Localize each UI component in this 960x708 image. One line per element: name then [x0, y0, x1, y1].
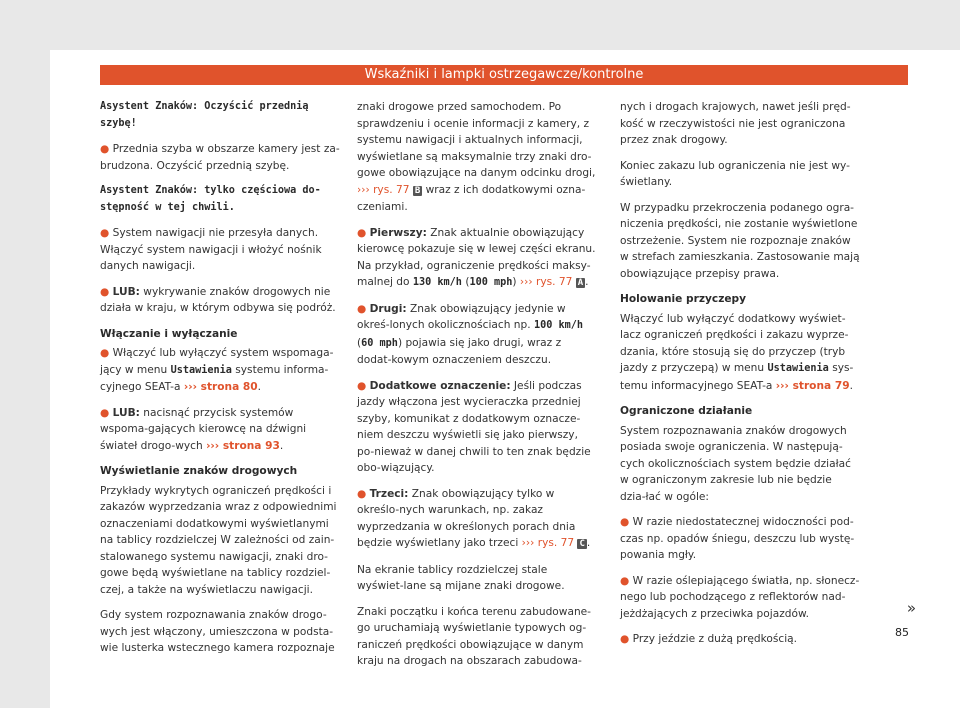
paragraph: ● LUB: wykrywanie znaków drogowych nie działa w kraju, w którym odbywa się podróż. — [100, 285, 336, 314]
message-heading: Asystent Znaków: tylko częściowa do-stępność w tej chwili. — [100, 185, 321, 213]
subheading: Wyświetlanie znaków drogowych — [100, 465, 298, 477]
figure-letter-badge: A — [577, 278, 584, 288]
paragraph: ● Drugi: Znak obowiązujący jedynie w okreś-lonych okolicznościach np. 100 km/h (60 mph) pojawia się jako drugi, wraz z dodat-kowym oznaczeniem deszczu. — [357, 302, 584, 366]
list-item: ● W razie oślepiającego światła, np. słonecz-nego lub pochodzącego z reflektorów nad-jeżdżających z przeciwka pojazdów. — [620, 574, 860, 620]
paragraph: Włączyć lub wyłączyć dodatkowy wyświet-lacz ograniczeń prędkości i zakazu wyprze-dzania, które stosują się do przyczep (tryb jazdy z przyczepą) w menu Ustawienia sys-temu informacyjnego SEAT-a ››› strona 79. — [620, 312, 854, 392]
paragraph: ● Włączyć lub wyłączyć system wspomaga-jący w menu Ustawienia systemu informa-cyjnego SEAT-a ››› strona 80. — [100, 347, 334, 393]
page-reference-link[interactable]: ››› strona 80 — [183, 381, 258, 393]
paragraph: ● System nawigacji nie przesyła danych. Włączyć system nawigacji i włożyć nośnik danych nawigacji. — [100, 227, 322, 272]
list-item: ● Przy jeździe z dużą prędkością. — [620, 633, 798, 645]
paragraph: Przykłady wykrytych ograniczeń prędkości i zakazów wyprzedzania wraz z odpowiednimi oznaczeniami dodatkowymi wyświetlanymi na tablicy rozdzielczej W zależności od zain-stalowanego systemu nawigacji, znaki dro-gowe będą wyświetlane na tablicy rozdziel-czej, a także na wyświetlaczu nawigacji. — [100, 484, 337, 596]
column-2 — [357, 99, 597, 679]
paragraph: znaki drogowe przed samochodem. Po sprawdzeniu i ocenie informacji z kamery, z systemu nawigacji i aktualnych informacji, wyświetlane są maksymalnie trzy znaki dro-gowe obowiązujące na danym odcinku drogi, ››› rys. 77 B wraz z ich dodatkowymi ozna-czeniami. — [357, 101, 596, 213]
message-heading: Asystent Znaków: Oczyścić przednią szybę! — [100, 101, 309, 129]
bullet-icon: ● — [620, 633, 630, 645]
figure-letter-badge: B — [414, 185, 421, 196]
subheading: Włączanie i wyłączanie — [100, 327, 238, 340]
column-1 — [100, 99, 340, 666]
figure-letter-badge: C — [579, 539, 585, 549]
paragraph: Gdy system rozpoznawania znaków drogo-wych jest włączony, umieszczona w podsta-wie lusterka wstecznego kamera rozpoznaje — [100, 609, 335, 654]
paragraph: Koniec zakazu lub ograniczenia nie jest wy-świetlany. — [620, 159, 850, 188]
page-number: 85 — [895, 626, 909, 639]
list-item: ● W razie niedostatecznej widoczności pod-czas np. opadów śniegu, deszczu lub wystę-powania mgły. — [620, 516, 855, 561]
bullet-icon: ● — [100, 406, 110, 419]
page-reference-link[interactable]: ››› strona 93 — [206, 439, 280, 452]
bullet-icon: ● — [357, 302, 367, 315]
bullet-icon: ● — [357, 226, 367, 239]
column-3 — [620, 99, 860, 657]
subheading: Holowanie przyczepy — [620, 293, 747, 305]
paragraph: System rozpoznawania znaków drogowych posiada swoje ograniczenia. W następują-cych okolicznościach system będzie działać w ograniczonym zakresie lub nie będzie dzia-łać w ogóle: — [620, 424, 851, 503]
paragraph: Na ekranie tablicy rozdzielczej stale wyświet-lane są mijane znaki drogowe. — [357, 563, 565, 592]
bullet-icon: ● — [100, 347, 110, 359]
paragraph: ● Pierwszy: Znak aktualnie obowiązujący kierowcę pokazuje się w lewej części ekranu. Na przykład, ograniczenie prędkości maksy-malnej do 130 km/h (100 mph) ››› rys. 77 A . — [357, 226, 596, 288]
section-header: Wskaźniki i lampki ostrzegawcze/kontrolne — [100, 65, 908, 85]
bullet-icon: ● — [100, 143, 110, 155]
figure-reference-link[interactable]: ››› rys. 77 — [521, 537, 575, 549]
bullet-icon: ● — [620, 574, 630, 587]
figure-reference-link[interactable]: ››› rys. 77 — [357, 183, 410, 196]
bullet-icon: ● — [357, 487, 367, 500]
continue-arrow-icon: » — [906, 599, 916, 617]
paragraph: nych i drogach krajowych, nawet jeśli pręd-kość w rzeczywistości nie jest ograniczona przez znak drogowy. — [620, 101, 851, 146]
bullet-icon: ● — [620, 516, 630, 528]
bullet-icon: ● — [100, 227, 110, 239]
subheading: Ograniczone działanie — [620, 405, 753, 417]
manual-page — [50, 50, 960, 708]
paragraph: ● LUB: nacisnąć przycisk systemów wspoma-gających kierowcę na dźwigni świateł drogo-wych ››› strona 93. — [100, 406, 307, 452]
bullet-icon: ● — [100, 285, 110, 298]
paragraph: ● Trzeci: Znak obowiązujący tylko w określo-nych warunkach, np. zakaz wyprzedzania w określonych porach dnia będzie wyświetlany jako trzeci ››› rys. 77 C . — [357, 487, 591, 549]
paragraph: ● Przednia szyba w obszarze kamery jest za-brudzona. Oczyścić przednią szybę. — [100, 143, 340, 172]
figure-reference-link[interactable]: ››› rys. 77 — [519, 276, 573, 288]
bullet-icon: ● — [357, 379, 367, 392]
page-reference-link[interactable]: ››› strona 79 — [775, 379, 850, 392]
paragraph: Znaki początku i końca terenu zabudowane-go uruchamiają wyświetlanie typowych og-raniczeń prędkości obowiązujące w danym kraju na drogach na obszarach zabudowa- — [357, 605, 591, 667]
paragraph: W przypadku przekroczenia podanego ogra-niczenia prędkości, nie zostanie wyświetlone ostrzeżenie. System nie rozpoznaje znaków w strefach zamieszkania. Zastosowanie mają obowiązujące przepisy prawa. — [620, 201, 860, 280]
paragraph: ● Dodatkowe oznaczenie: Jeśli podczas jazdy włączona jest wycieraczka przedniej szyby, komunikat z dodatkowym oznacze-niem deszczu wyświetli się jako pierwszy, po-nieważ w danej chwili to ten znak będzie obo-wiązujący. — [357, 379, 591, 474]
